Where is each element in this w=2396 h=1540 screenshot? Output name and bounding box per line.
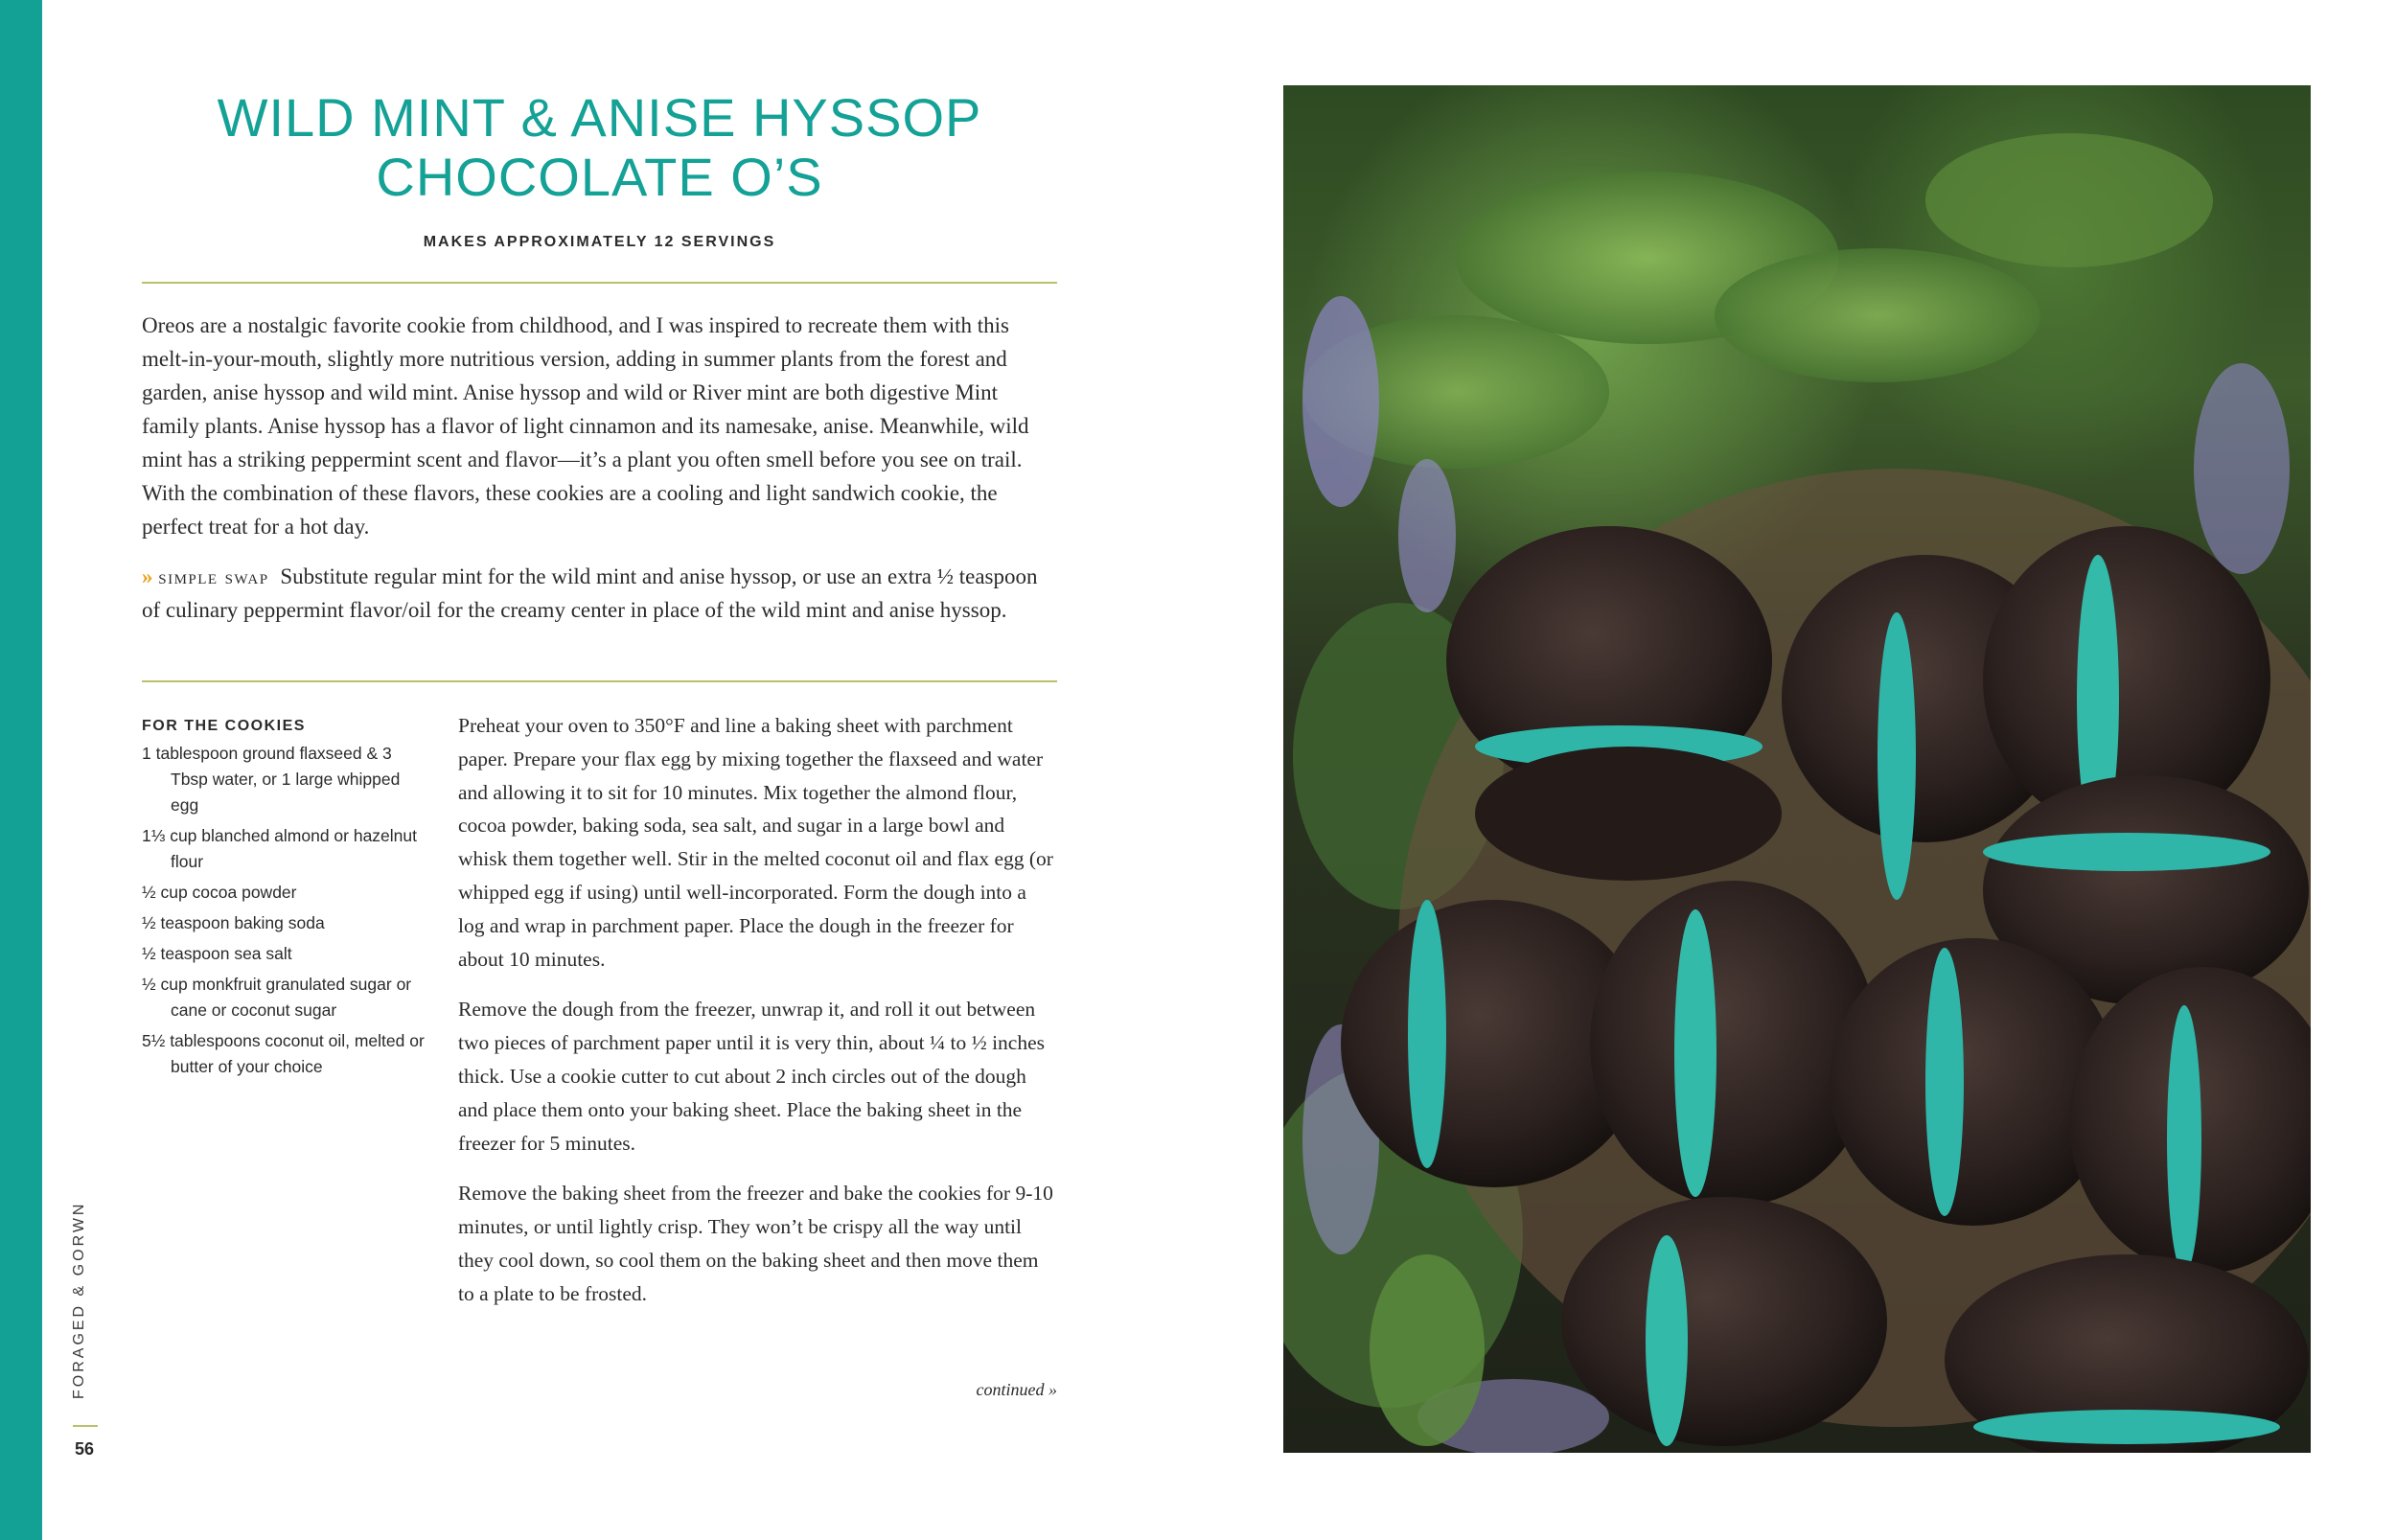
recipe-photo	[1283, 85, 2311, 1453]
running-head: FORAGED & GORWN	[71, 1201, 87, 1399]
running-head-rule	[73, 1425, 98, 1427]
page-number: 56	[75, 1439, 95, 1459]
direction-step: Remove the baking sheet from the freezer and bake the cookies for 9-10 minutes, or until lightly crisp. They won’t be crispy all the way until they cool down, so cool them on the baking sheet and then move them to a plate to be frosted.	[458, 1182, 1053, 1305]
cookie-photo-illustration	[1283, 85, 2311, 1453]
direction-step: Remove the dough from the freezer, unwrap it, and roll it out between two pieces of parchment paper until it is very thin, about ¼ to ½ inches thick. Use a cookie cutter to cut about 2 inch circles out of the dough and place them onto your baking sheet. Place the baking sheet in the freezer for 5 minutes.	[458, 998, 1046, 1155]
page-edge-color-bar	[0, 0, 42, 1540]
ingredients-column	[142, 713, 429, 1085]
ingredient-item: 1 tablespoon ground flaxseed & 3 Tbsp water, or 1 large whipped egg	[142, 744, 401, 815]
ingredients-heading: FOR THE COOKIES	[142, 718, 306, 734]
direction-step: Preheat your oven to 350°F and line a baking sheet with parchment paper. Prepare your flax egg by mixing together the flaxseed and water and allowing it to sit for 10 minutes. Mix together the almond flour, cocoa powder, baking soda, sea salt, and sugar in a large bowl and whisk them together well. Stir in the melted coconut oil and flax egg (or whipped egg if using) until well-incorporated. Form the dough into a log and wrap in parchment paper. Place the dough in the freezer for about 10 minutes.	[458, 714, 1053, 971]
simple-swap-note	[142, 560, 1057, 627]
directions-column	[458, 709, 1057, 1328]
ingredient-item: ½ cup monkfruit granulated sugar or cane or coconut sugar	[142, 975, 412, 1020]
ingredient-item: 1⅓ cup blanched almond or hazelnut flour	[142, 826, 418, 871]
recipe-title-line1: WILD MINT & ANISE HYSSOP	[217, 87, 982, 148]
ingredient-item: ½ teaspoon sea salt	[142, 944, 292, 963]
simple-swap-text: Substitute regular mint for the wild mint and anise hyssop, or use an extra ½ teaspoon of culinary peppermint flavor/oil for the creamy center in place of the wild mint and anise hyssop.	[142, 564, 1038, 622]
ingredient-item: ½ teaspoon baking soda	[142, 913, 325, 932]
divider-top	[142, 282, 1057, 284]
divider-bottom	[142, 680, 1057, 682]
ingredient-item: 5½ tablespoons coconut oil, melted or butter of your choice	[142, 1031, 425, 1076]
servings: MAKES APPROXIMATELY 12 SERVINGS	[423, 234, 776, 250]
simple-swap-label: simple swap	[158, 564, 269, 588]
recipe-intro: Oreos are a nostalgic favorite cookie from childhood, and I was inspired to recreate them with this melt-in-your-mouth, slightly more nutritious version, adding in summer plants from the forest and garden, anise hyssop and wild mint. Anise hyssop and wild or River mint are both digestive Mint family plants. Anise hyssop has a flavor of light cinnamon and its namesake, anise. Meanwhile, wild mint has a striking peppermint scent and flavor—it’s a plant you often smell before you see on trail. With the combination of these flavors, these cookies are a cooling and light sandwich cookie, the perfect treat for a hot day.	[142, 313, 1029, 539]
recipe-title-line2: CHOCOLATE O’S	[376, 147, 823, 207]
chevron-right-icon: »	[142, 564, 153, 588]
ingredients-list	[142, 741, 429, 1080]
recipe-title	[142, 88, 1057, 207]
continued-marker: continued »	[976, 1380, 1057, 1399]
ingredient-item: ½ cup cocoa powder	[142, 883, 297, 902]
